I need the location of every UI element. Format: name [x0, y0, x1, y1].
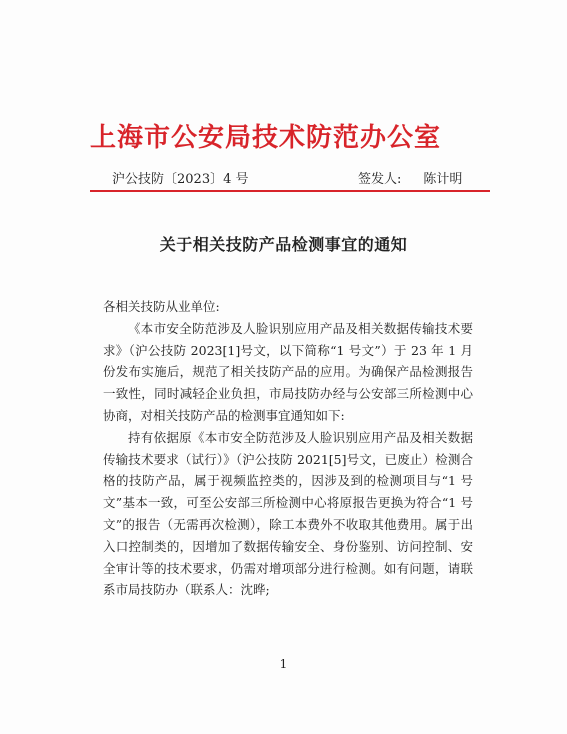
page-number: 1: [279, 657, 288, 671]
notice-title: 关于相关技防产品检测事宜的通知: [159, 235, 408, 254]
signer-label: 签发人:: [358, 172, 402, 187]
paragraph-2: 持有依据原《本市安全防范涉及人脸识别应用产品及相关数据传输技术要求（试行）》（沪公技防 2021[5]号文，已废止）检测合格的技防产品，属于视频监控类的，因涉及到的检测项目与“1 号文”基本一致，可至公安部三所检测中心将原报告更换为符合“1 号文”的报告（无需再次检测），除工本费外不收取其他费用。属于出入口控制类的，因增加了数据传输安全、身份鉴别、访问控制、安全审计等的技术要求，仍需对增项部分进行检测。如有问题，请联系市局技防办（联系人：沈晔;: [103, 429, 473, 598]
paragraph-1: 《本市安全防范涉及人脸识别应用产品及相关数据传输技术要求》（沪公技防 2023[1]号文，以下简称“1 号文”）于 23 年 1 月份发布实施后，规范了相关技防产品的应用。为确保产品检测报告一致性，同时减轻企业负担，市局技防办经与公安部三所检测中心协商，对相关技防产品的检测事宜通知如下:: [103, 320, 473, 423]
signer: [358, 168, 462, 187]
red-divider-line: [90, 190, 490, 192]
signer-name: 陈计明: [423, 172, 463, 187]
salutation: 各相关技防从业单位:: [103, 299, 220, 314]
notice-body: [103, 296, 473, 601]
document-number: 沪公技防〔2023〕4 号: [112, 172, 249, 187]
org-title: 上海市公安局技术防范办公室: [90, 123, 442, 153]
